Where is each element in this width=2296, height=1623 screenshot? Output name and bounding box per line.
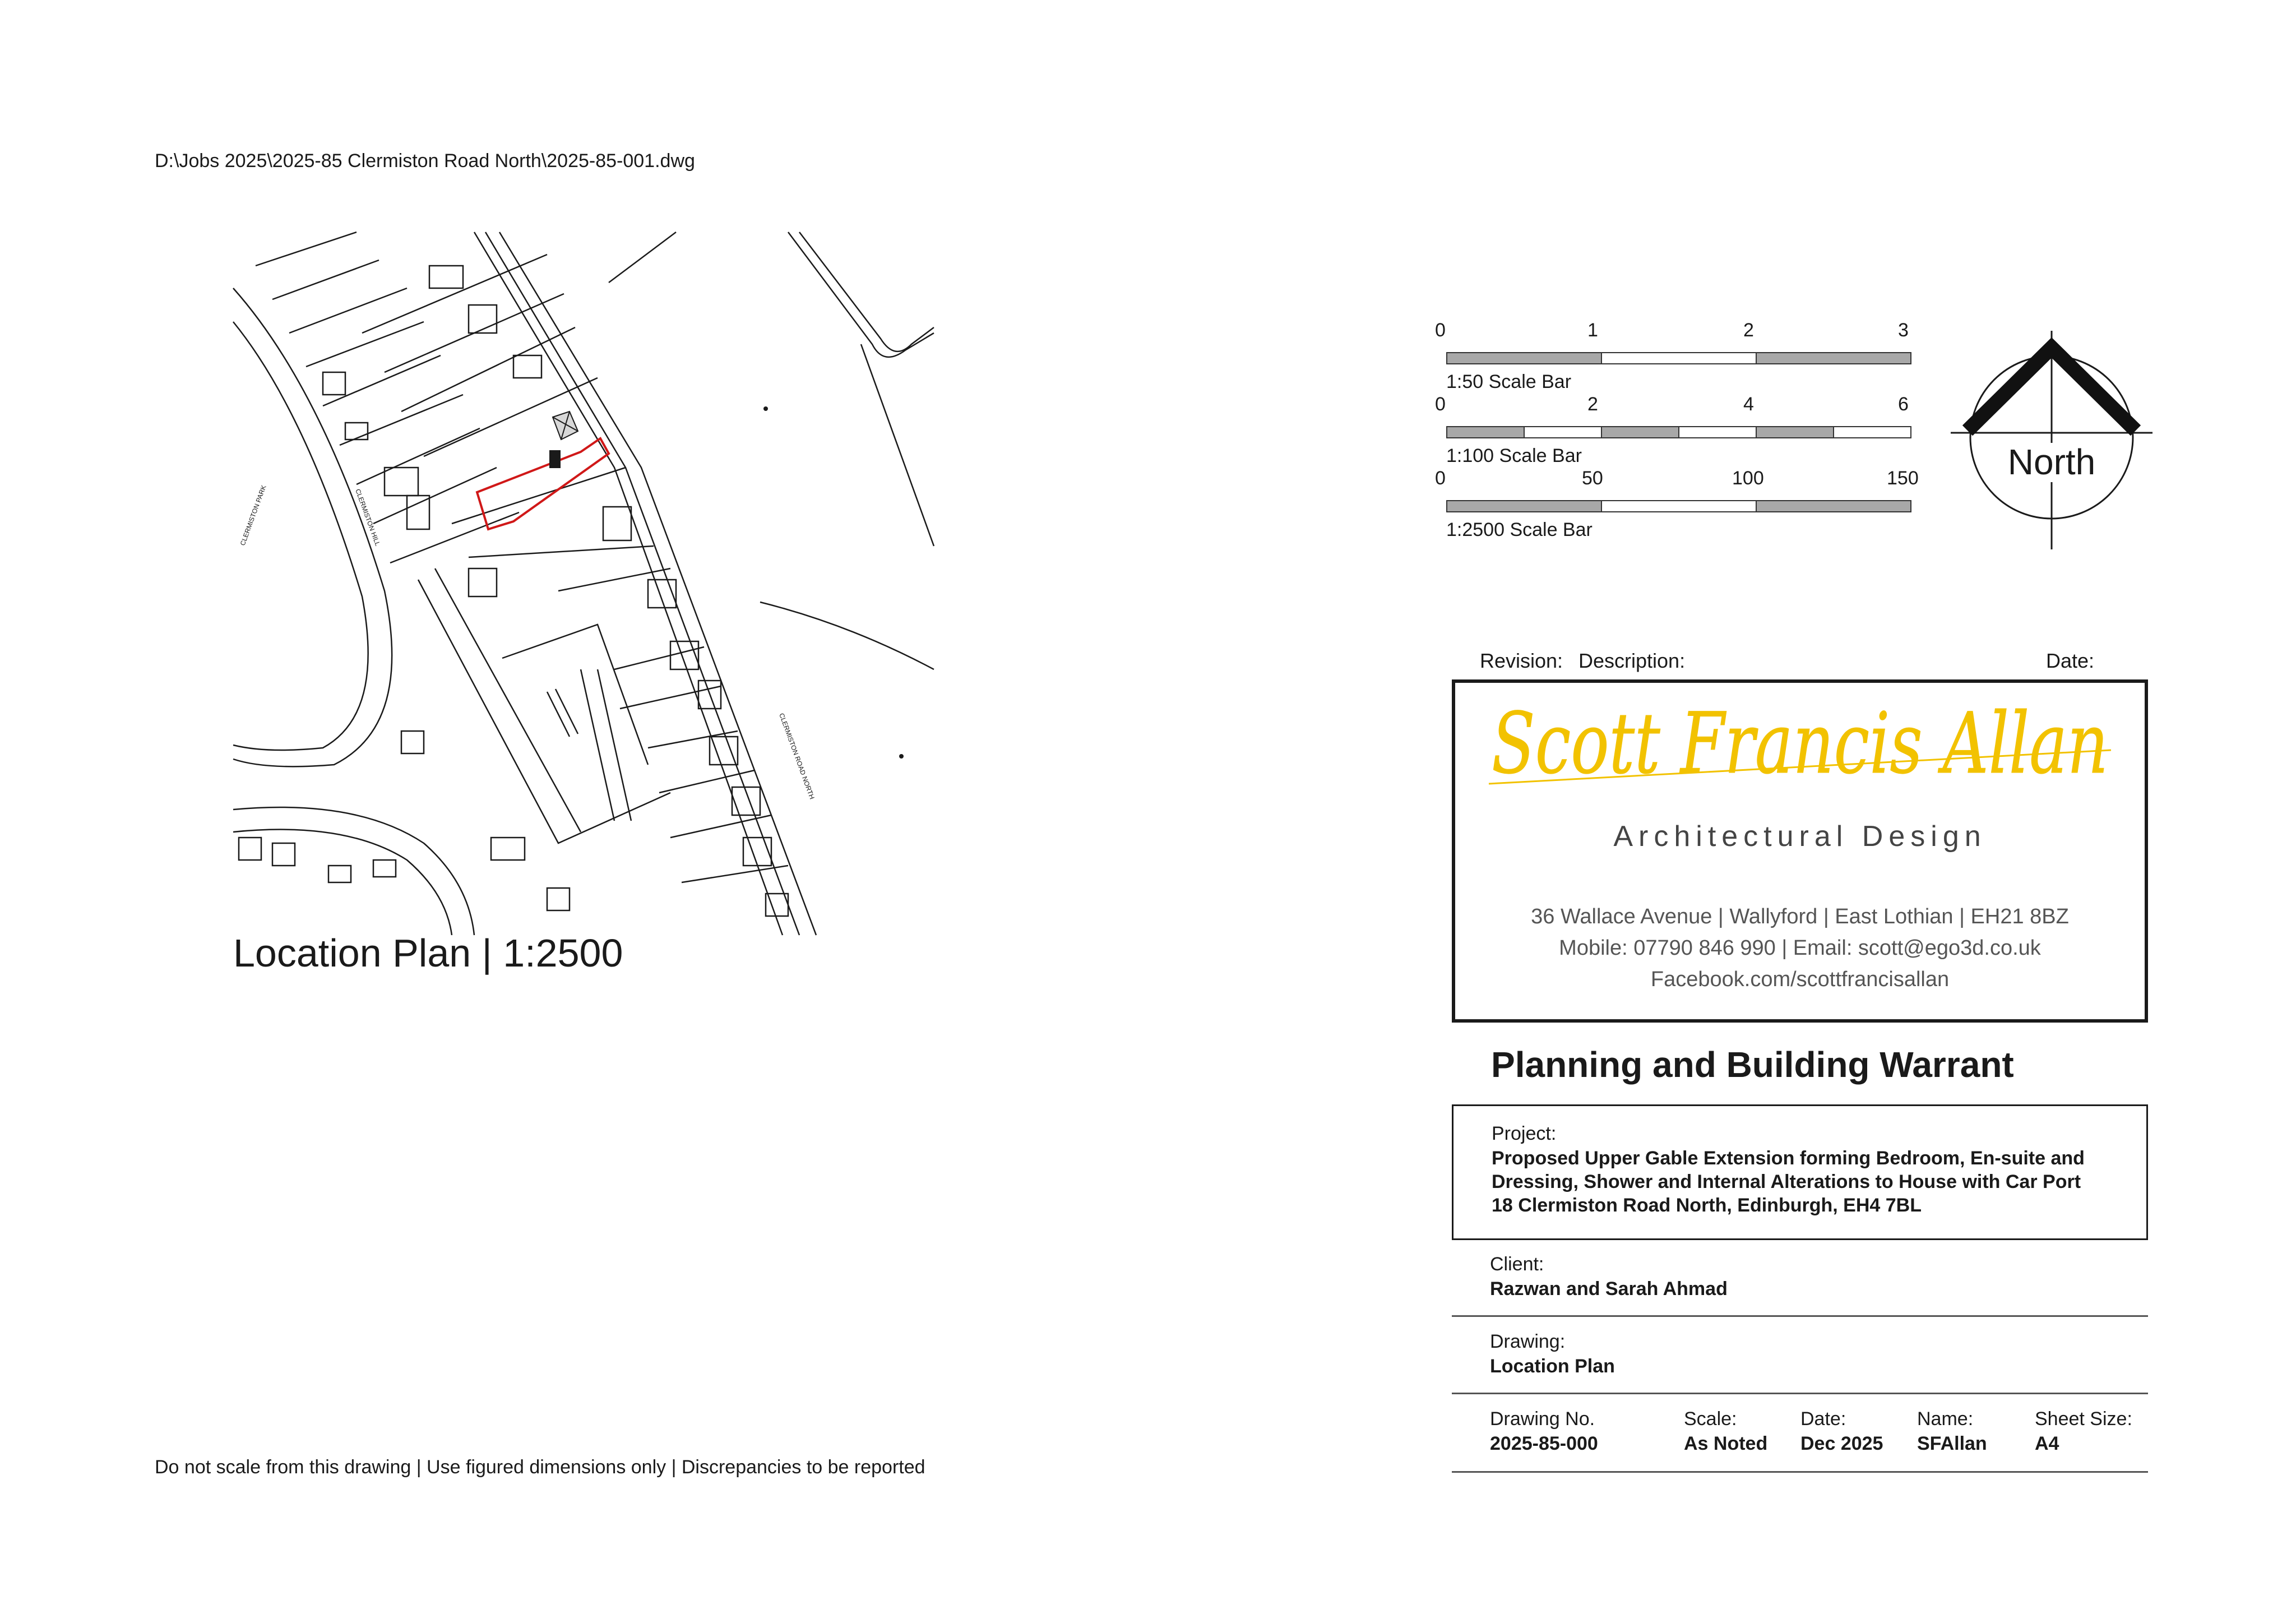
scale-bar-label: 1:100 Scale Bar <box>1446 445 1582 466</box>
sheet-size-label: Sheet Size: <box>2035 1408 2132 1430</box>
scale-tick: 2 <box>1743 320 1754 341</box>
map-caption: Location Plan | 1:2500 <box>233 931 623 975</box>
footer-note: Do not scale from this drawing | Use figured dimensions only | Discrepancies to be reported <box>155 1456 925 1478</box>
divider <box>1452 1393 2148 1394</box>
drawing-no-label: Drawing No. <box>1490 1408 1595 1430</box>
scale-tick: 0 <box>1435 468 1446 489</box>
company-facebook: Facebook.com/scottfrancisallan <box>1650 968 1950 991</box>
north-arrow-icon <box>1951 331 2152 555</box>
client-label: Client: <box>1490 1254 1544 1275</box>
svg-text:Scott Francis Allan: Scott Francis Allan <box>1492 695 2108 793</box>
scale-bar-label: 1:2500 Scale Bar <box>1446 519 1593 540</box>
scale-tick: 0 <box>1435 320 1446 341</box>
signature-logo <box>1455 695 2145 801</box>
scale-label: Scale: <box>1684 1408 1737 1430</box>
road-label-clermiston-road-north: CLERMISTON ROAD NORTH <box>777 712 816 801</box>
logo-subtitle: Architectural Design <box>1613 820 1987 853</box>
date-label: Date: <box>2046 649 2095 672</box>
date-value: Dec 2025 <box>1800 1433 1883 1454</box>
scale-tick: 50 <box>1582 468 1603 489</box>
name-label: Name: <box>1917 1408 1974 1430</box>
scale-tick: 1 <box>1587 320 1598 341</box>
scale-tick: 100 <box>1732 468 1764 489</box>
scale-tick: 150 <box>1887 468 1919 489</box>
scale-bars <box>1435 320 1951 555</box>
scale-bar-1-100 <box>1446 426 1911 440</box>
sheet-size-value: A4 <box>2035 1433 2059 1454</box>
scale-value: As Noted <box>1684 1433 1768 1454</box>
project-label: Project: <box>1492 1123 1557 1144</box>
revision-label: Revision: <box>1480 649 1563 672</box>
name-value: SFAllan <box>1917 1433 1987 1454</box>
description-label: Description: <box>1578 649 1686 672</box>
project-line: Proposed Upper Gable Extension forming Bedroom, En-suite and <box>1492 1148 2085 1169</box>
drawing-label: Drawing: <box>1490 1331 1566 1352</box>
scale-tick: 6 <box>1898 394 1909 415</box>
scale-bar-label: 1:50 Scale Bar <box>1446 371 1572 392</box>
project-box <box>1452 1104 2148 1240</box>
document-title: Planning and Building Warrant <box>1491 1044 2014 1085</box>
scale-tick: 2 <box>1587 394 1598 415</box>
scale-tick: 4 <box>1743 394 1754 415</box>
road-label-clermiston-hill: CLERMISTON HILL <box>354 488 382 547</box>
location-plan-map <box>233 232 939 935</box>
drawing-value: Location Plan <box>1490 1356 1615 1377</box>
company-address: 36 Wallace Avenue | Wallyford | East Lothian | EH21 8BZ <box>1531 905 2069 928</box>
date-label: Date: <box>1800 1408 1846 1430</box>
company-logo-block <box>1452 679 2148 1023</box>
divider <box>1452 1471 2148 1473</box>
scale-tick: 3 <box>1898 320 1909 341</box>
north-label: North <box>2007 442 2096 482</box>
project-line: 18 Clermiston Road North, Edinburgh, EH4 7BL <box>1492 1195 1922 1216</box>
divider <box>1452 1315 2148 1317</box>
scale-tick: 0 <box>1435 394 1446 415</box>
scale-bar-1-50 <box>1446 352 1911 366</box>
company-contact: Mobile: 07790 846 990 | Email: scott@ego3d.co.uk <box>1559 936 2041 960</box>
client-value: Razwan and Sarah Ahmad <box>1490 1278 1728 1300</box>
scale-bar-1-2500 <box>1446 500 1911 514</box>
project-line: Dressing, Shower and Internal Alterations to House with Car Port <box>1492 1171 2081 1192</box>
drawing-no-value: 2025-85-000 <box>1490 1433 1598 1454</box>
file-path: D:\Jobs 2025\2025-85 Clermiston Road North\2025-85-001.dwg <box>155 150 695 172</box>
road-label-clermiston-park: CLERMISTON PARK <box>238 484 268 547</box>
